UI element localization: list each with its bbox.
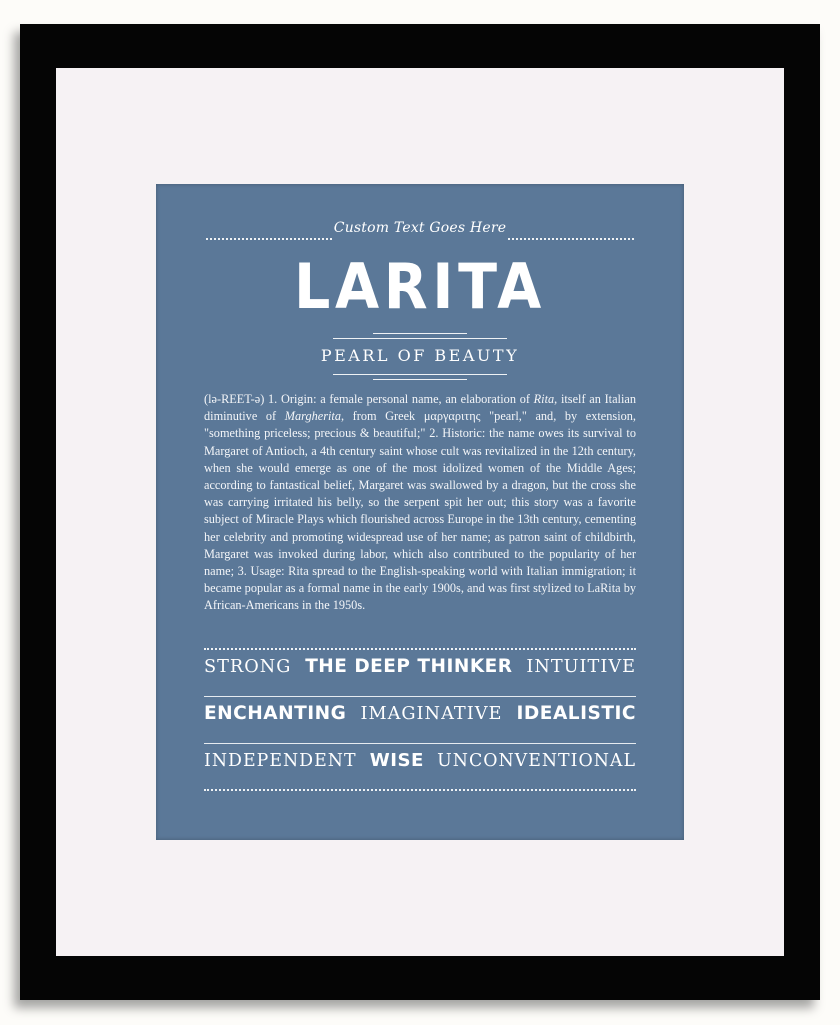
trait-word: STRONG xyxy=(204,657,292,677)
trait-word-emphasis: WISE xyxy=(369,750,424,771)
traits-top-dotted-rule xyxy=(204,648,636,650)
definition-text-3: , from Greek μαργαριτης "pearl," and, by extension, "something priceless; precious & beautiful;" 2. Historic: the name owes its survival to Margaret of Antioch, a 4th century saint whose cult was revitalized in the 12th century, when she would emerge as one of the most idolized women of the Middle Ages; according to fantastical belief, Margaret was swallowed by a dragon, but the cross she was carrying irritated his belly, so the serpent spit her out; this story was a favorite subject of Miracle Plays which flourished across Europe in the 13th century, cementing her celebrity and promoting widespread use of her name; as patron saint of childbirth, Margaret was invoked during labor, which also contributed to the popularity of her name; 3. Usage: Rita spread to the English-speaking world with Italian immigration; it became popular as a formal name in the early 1900s, and was first stylized to LaRita by African-Americans in the 1950s. xyxy=(204,409,636,613)
traits-row-3 xyxy=(204,750,636,784)
name-meaning: PEARL OF BEAUTY xyxy=(320,346,520,365)
left-dotted-rule xyxy=(206,238,332,240)
definition-emphasis-2: Margherita xyxy=(284,409,341,424)
traits-row-divider xyxy=(204,743,636,744)
traits-row-1 xyxy=(204,656,636,690)
trait-word: INDEPENDENT xyxy=(204,751,357,771)
trait-word: IMAGINATIVE xyxy=(360,704,503,724)
name-art-print xyxy=(156,184,684,840)
traits-row-divider xyxy=(204,696,636,697)
right-dotted-rule xyxy=(508,238,634,240)
meaning-underline-short xyxy=(373,379,467,380)
name-underline-short xyxy=(373,333,467,334)
traits-row-2 xyxy=(204,703,636,737)
trait-word-emphasis: ENCHANTING xyxy=(204,703,347,724)
definition-text-1: (lə-REET-ə) 1. Origin: a female personal name, an elaboration of xyxy=(204,392,534,406)
meaning-underline-long xyxy=(333,374,507,375)
trait-word-emphasis: IDEALISTIC xyxy=(516,703,636,724)
trait-word: INTUITIVE xyxy=(526,657,636,677)
custom-text: Custom Text Goes Here xyxy=(333,220,507,236)
name-underline-long xyxy=(333,338,507,339)
trait-word-emphasis: THE DEEP THINKER xyxy=(305,656,513,677)
trait-word: UNCONVENTIONAL xyxy=(437,751,636,771)
name-definition xyxy=(204,391,636,615)
traits-bottom-dotted-rule xyxy=(204,789,636,791)
name-title: LARITA xyxy=(294,250,546,323)
definition-text-2: , itself an Italian diminutive of xyxy=(204,392,636,424)
definition-emphasis-1: Rita xyxy=(533,392,555,406)
